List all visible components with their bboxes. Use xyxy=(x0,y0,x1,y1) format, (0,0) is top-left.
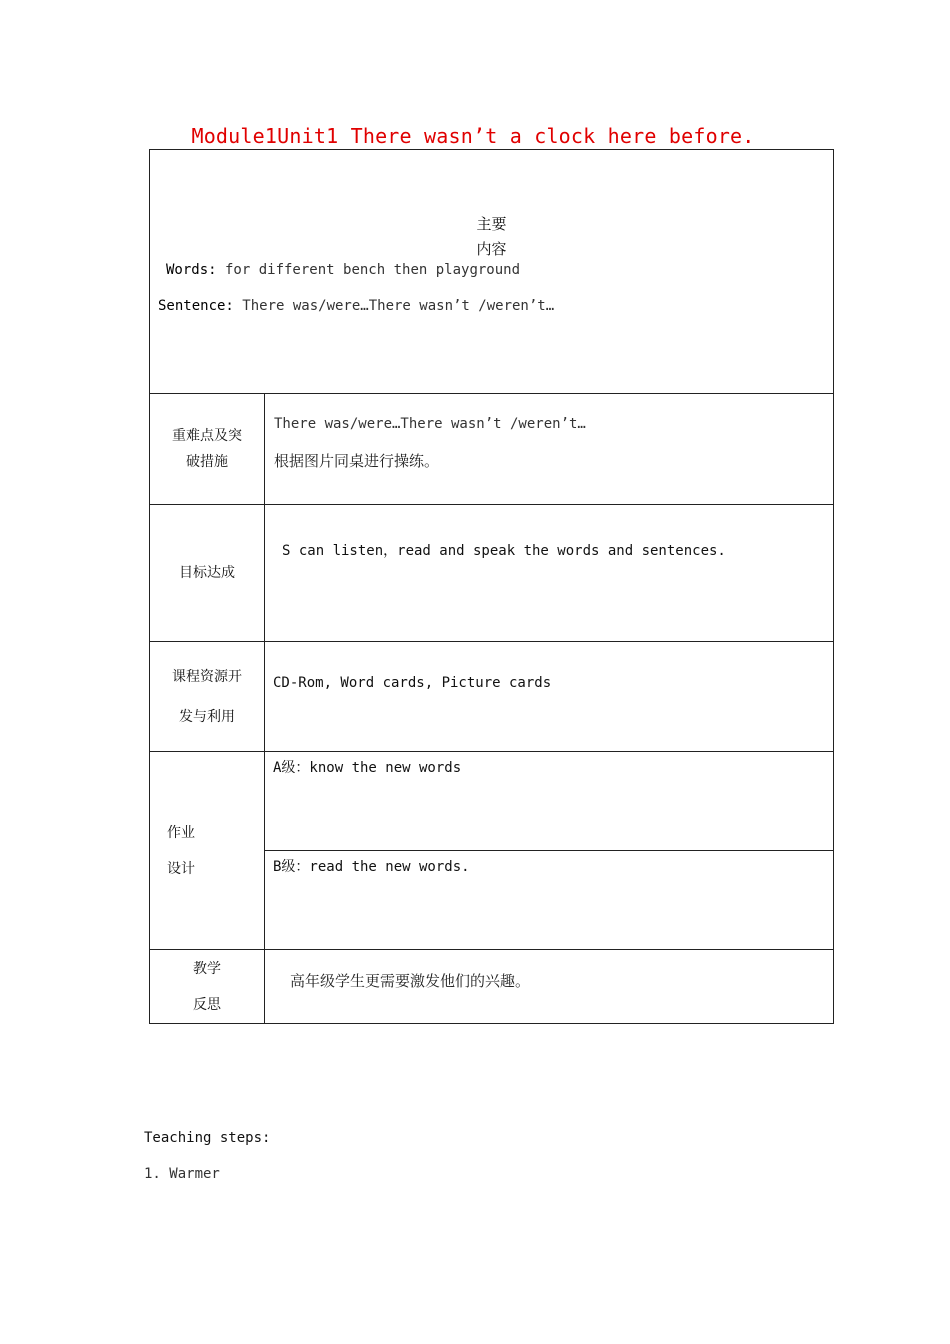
words-label: Words: xyxy=(166,262,217,278)
homework-a-cell xyxy=(265,752,834,851)
reflection-label-line2: 反思 xyxy=(193,996,221,1013)
resources-row xyxy=(150,642,834,752)
sentence-line xyxy=(158,298,554,314)
main-heading-line2: 内容 xyxy=(476,240,507,258)
words-line xyxy=(166,262,520,278)
key-points-label xyxy=(150,394,265,505)
sentence-text: There was/were…There wasn’t /weren’t… xyxy=(233,298,555,314)
lesson-plan-table xyxy=(149,149,834,1024)
key-points-row xyxy=(150,394,834,505)
homework-label xyxy=(150,752,265,950)
homework-label-line2: 设计 xyxy=(167,860,195,877)
goal-text: S can listen，read and speak the words and sentences. xyxy=(282,543,726,559)
resources-text: CD-Rom, Word cards, Picture cards xyxy=(273,675,552,691)
key-points-label-line2: 破措施 xyxy=(186,454,228,470)
resources-content xyxy=(265,642,834,752)
goal-row xyxy=(150,505,834,642)
key-points-content xyxy=(265,394,834,505)
key-points-label-line1: 重难点及突 xyxy=(172,428,242,444)
reflection-content xyxy=(265,950,834,1024)
main-content-cell xyxy=(150,150,834,394)
resources-label-line2: 发与利用 xyxy=(179,708,235,725)
teaching-steps-title: Teaching steps: xyxy=(144,1130,271,1146)
document-title: Module1Unit1 There wasn’t a clock here before. xyxy=(191,124,755,148)
homework-level-b: B级：read the new words. xyxy=(273,859,470,875)
homework-b-cell xyxy=(265,851,834,950)
reflection-row xyxy=(150,950,834,1024)
goal-label: 目标达成 xyxy=(150,505,265,642)
key-points-line2: 根据图片同桌进行操练。 xyxy=(274,452,440,470)
resources-label-line1: 课程资源开 xyxy=(172,668,242,685)
main-content-row xyxy=(150,150,834,394)
homework-row-a xyxy=(150,752,834,851)
homework-level-a: A级：know the new words xyxy=(273,760,462,776)
key-points-line1: There was/were…There wasn’t /weren’t… xyxy=(274,416,586,432)
goal-content xyxy=(265,505,834,642)
teaching-step-item: 1. Warmer xyxy=(144,1166,220,1182)
reflection-text: 高年级学生更需要激发他们的兴趣。 xyxy=(290,972,531,990)
homework-label-line1: 作业 xyxy=(167,824,195,841)
main-content-heading xyxy=(150,212,833,262)
sentence-label: Sentence: xyxy=(158,298,234,314)
words-text: for different bench then playground xyxy=(216,262,521,278)
main-heading-line1: 主要 xyxy=(476,215,507,233)
reflection-label-line1: 教学 xyxy=(193,960,221,977)
reflection-label xyxy=(150,950,265,1024)
resources-label xyxy=(150,642,265,752)
